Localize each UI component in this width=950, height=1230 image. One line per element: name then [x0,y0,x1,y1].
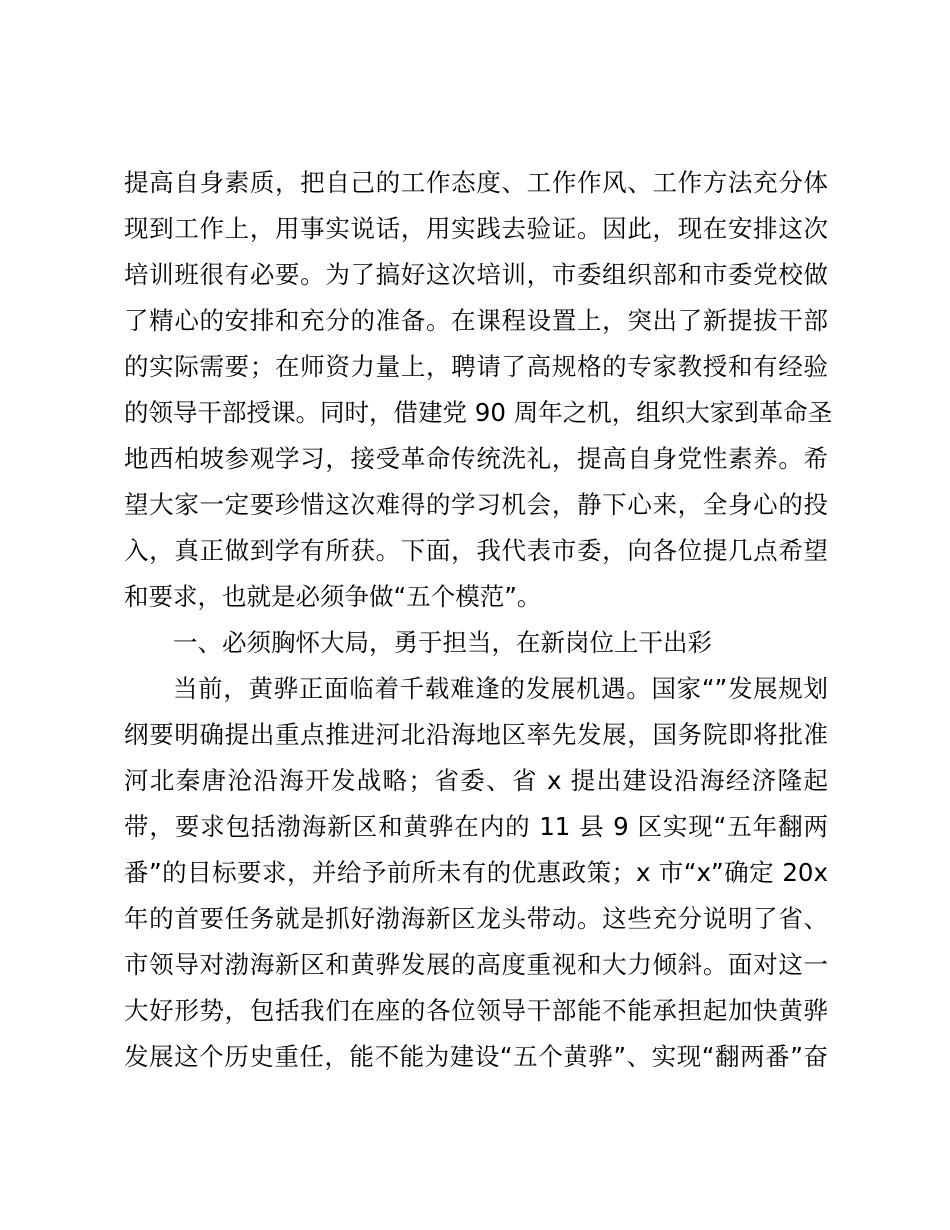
text-line: 发展这个历史重任，能不能为建设“五个黄骅”、实现“翻两番”奋 [124,1042,828,1071]
text-line: 大好形势，包括我们在座的各位领导干部能不能承担起加快黄骅 [124,996,828,1025]
text-line: 市领导对渤海新区和黄骅发展的高度重视和大力倾斜。面对这一 [124,950,828,979]
body-text [124,160,833,1080]
text-line: 番”的目标要求，并给予前所未有的优惠政策；x 市“x”确定 20x [124,858,828,887]
section-heading: 一、必须胸怀大局，勇于担当，在新岗位上干出彩 [173,628,712,657]
text-line: 年的首要任务就是抓好渤海新区龙头带动。这些充分说明了省、 [124,904,828,933]
text-line: 纲要明确提出重点推进河北沿海地区率先发展，国务院即将批准 [124,720,828,749]
text-line: 带，要求包括渤海新区和黄骅在内的 11 县 9 区实现“五年翻两 [124,812,828,841]
paragraph-first-line: 当前，黄骅正面临着千载难逢的发展机遇。国家“”发展规划 [173,674,828,703]
text-line: 培训班很有必要。为了搞好这次培训，市委组织部和市委党校做 [124,260,828,289]
text-line: 现到工作上，用事实说话，用实践去验证。因此，现在安排这次 [124,214,828,243]
text-line: 的领导干部授课。同时，借建党 90 周年之机，组织大家到革命圣 [124,398,833,427]
text-line: 望大家一定要珍惜这次难得的学习机会，静下心来，全身心的投 [124,490,828,519]
text-line: 地西柏坡参观学习，接受革命传统洗礼，提高自身党性素养。希 [124,444,828,473]
text-line: 提高自身素质，把自己的工作态度、工作作风、工作方法充分体 [124,168,828,197]
text-line: 和要求，也就是必须争做“五个模范”。 [124,582,542,611]
text-line: 了精心的安排和充分的准备。在课程设置上，突出了新提拔干部 [124,306,828,335]
text-line: 的实际需要；在师资力量上，聘请了高规格的专家教授和有经验 [124,352,828,381]
text-line: 河北秦唐沧沿海开发战略；省委、省 x 提出建设沿海经济隆起 [124,766,828,795]
text-line: 入，真正做到学有所获。下面，我代表市委，向各位提几点希望 [124,536,828,565]
